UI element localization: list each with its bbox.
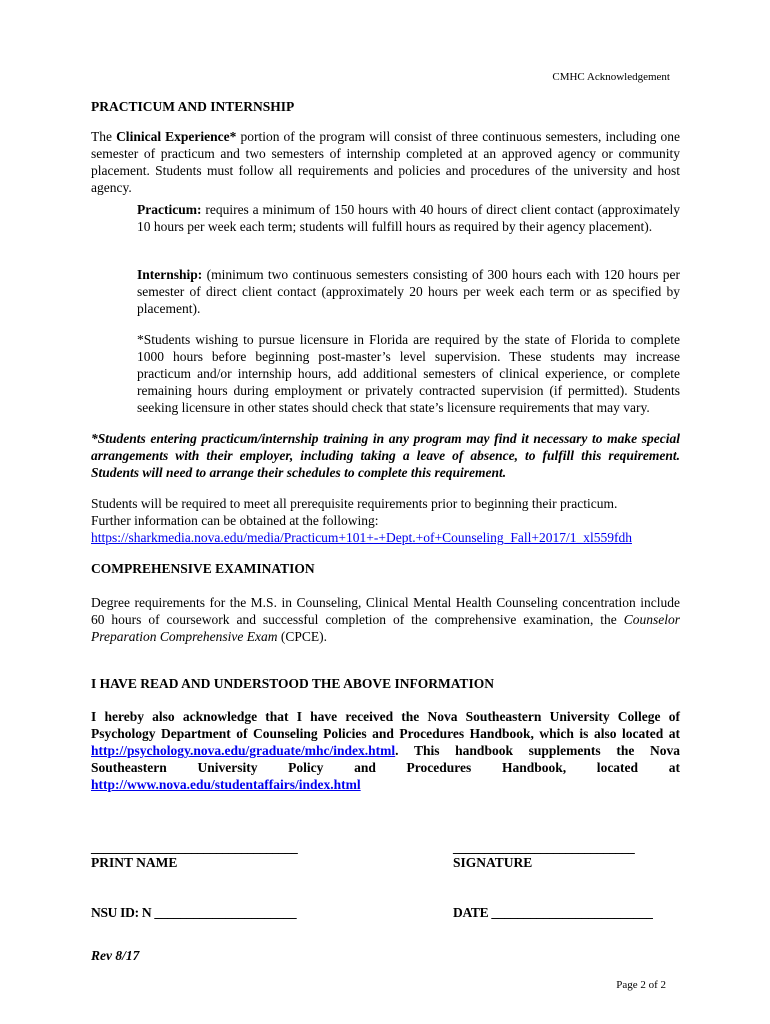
practicum-video-link[interactable]: https://sharkmedia.nova.edu/media/Practicum+101+-+Dept.+of+Counseling_Fall+2017/1_xl559fdh (91, 530, 632, 545)
document-header-label: CMHC Acknowledgement (552, 71, 670, 83)
practicum-text: requires a minimum of 150 hours with 40 hours of direct client contact (approximately 10 hours per week each term; students will fulfill hours as required by their agency placement). (137, 202, 680, 234)
signature-label: SIGNATURE (453, 855, 533, 870)
practicum-section-title: PRACTICUM AND INTERNSHIP (91, 99, 295, 114)
clinical-experience-term: Clinical Experience* (116, 129, 237, 144)
ack-text-a: I hereby also acknowledge that I have received the Nova Southeastern University College of Psychology Department of Counseling Policies and Procedures Handbook, which is also located at (91, 709, 680, 741)
print-name-line[interactable]: _________________________________ (91, 840, 298, 855)
ack-text-b: . This handbook supplements the Nova Southeastern University Policy and Procedures Handbook, located at (91, 743, 680, 775)
clinical-experience-paragraph (91, 128, 680, 196)
print-name-label: PRINT NAME (91, 855, 178, 870)
cpce-exam-name: Counselor Preparation Comprehensive Exam (91, 612, 680, 644)
nsu-id-field[interactable]: NSU ID: N ______________________ (91, 905, 297, 920)
practicum-label: Practicum: (137, 202, 202, 217)
prerequisite-line-1: Students will be required to meet all prerequisite requirements prior to beginning their practicum. (91, 496, 618, 511)
internship-label: Internship: (137, 267, 203, 282)
employer-arrangement-note: *Students entering practicum/internship training in any program may find it necessary to make special arrangements with their employer, including taking a leave of absence, to fulfill this requirement. Students will need to arrange their schedules to complete this requirement. (91, 431, 680, 480)
signature-line[interactable]: _____________________________ (453, 840, 635, 855)
prerequisite-line-2: Further information can be obtained at the following: (91, 513, 379, 528)
student-affairs-link[interactable]: http://www.nova.edu/studentaffairs/index.html (91, 777, 361, 792)
exam-text-main: Degree requirements for the M.S. in Counseling, Clinical Mental Health Counseling concentration include 60 hours of coursework and successful completion of the comprehensive examination, the (91, 595, 680, 627)
handbook-link[interactable]: http://psychology.nova.edu/graduate/mhc/index.html (91, 743, 396, 758)
intro-rest: portion of the program will consist of three continuous semesters, including one semester of practicum and two semesters of internship completed at an approved agency or community placement. Students must follow all requirements and policies and procedures of the university and host agency. (91, 129, 680, 195)
page-number: Page 2 of 2 (616, 979, 666, 991)
intro-prefix: The (91, 129, 117, 144)
prerequisite-paragraph (91, 495, 680, 546)
florida-licensure-note: *Students wishing to pursue licensure in Florida are required by the state of Florida to complete 1000 hours before beginning post-master’s level supervision. These students may increase practicum and/or internship hours, add additional semesters of clinical experience, or complete remaining hours during employment or privately contracted supervision (if permitted). Students seeking licensure in other states should check that state’s licensure requirements that may vary. (137, 332, 680, 415)
internship-paragraph (137, 266, 680, 317)
date-field[interactable]: DATE _________________________ (453, 905, 653, 920)
internship-text: (minimum two continuous semesters consisting of 300 hours each with 120 hours per semester of direct client contact (approximately 20 hours per week each term or as specified by placement). (137, 267, 680, 316)
acknowledgement-paragraph (91, 708, 680, 793)
revision-label: Rev 8/17 (91, 948, 140, 963)
exam-paragraph (91, 594, 680, 645)
exam-section-title: COMPREHENSIVE EXAMINATION (91, 561, 315, 576)
exam-text-end: (CPCE). (277, 629, 327, 644)
practicum-paragraph (137, 201, 680, 235)
acknowledgement-title: I HAVE READ AND UNDERSTOOD THE ABOVE INFORMATION (91, 676, 494, 691)
